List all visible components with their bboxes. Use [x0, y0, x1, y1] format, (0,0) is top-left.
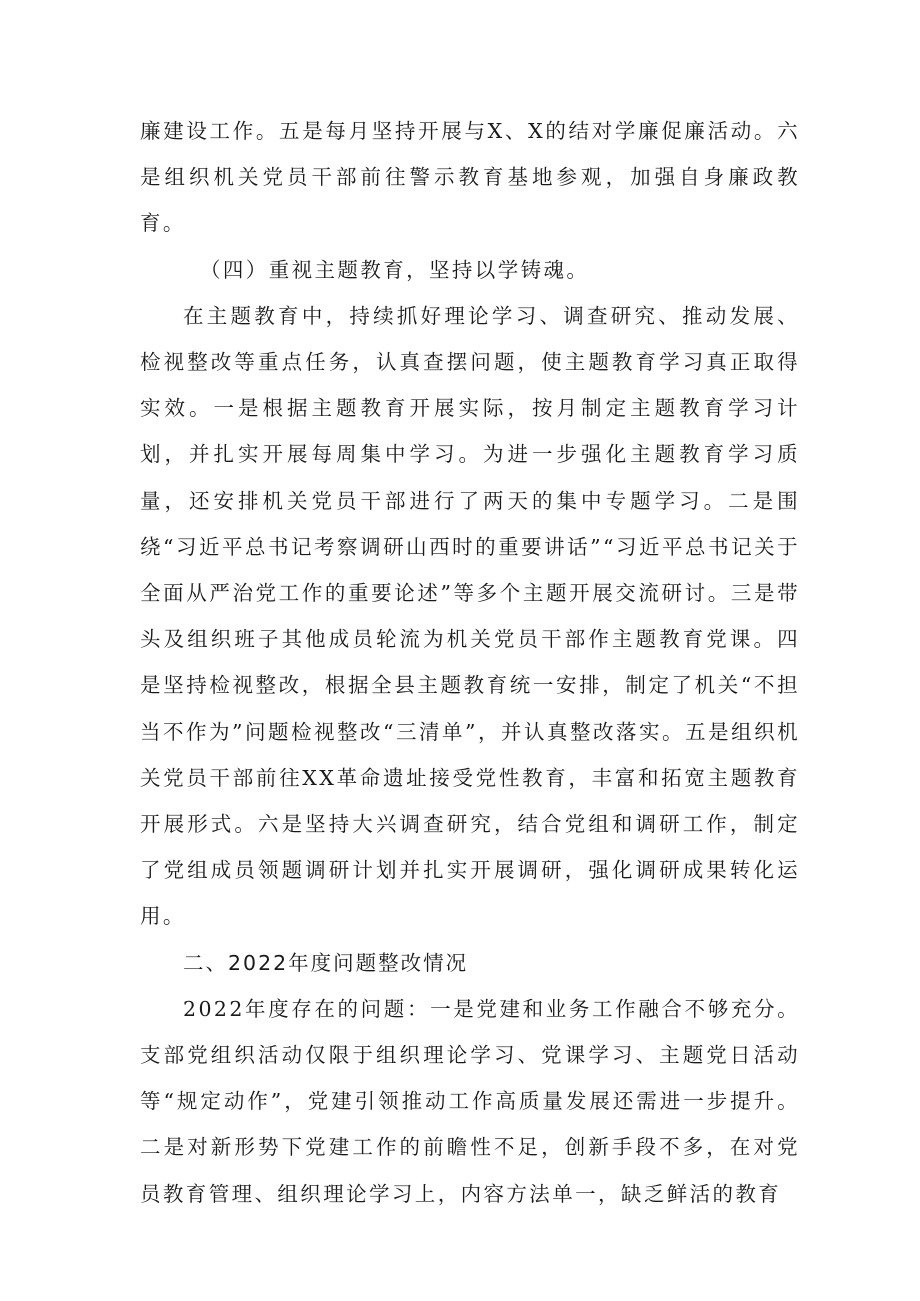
paragraph-2022-issues: 2022年度存在的问题：一是党建和业务工作融合不够充分。支部党组织活动仅限于组织理论学习、党课学习、主题党日活动等“规定动作”，党建引领推动工作高质量发展还需进一步提升。二是对新形势下党建工作的前瞻性不足，创新手段不多，在对党员教育管理、组织理论学习上，内容方法单一，缺乏鲜活的教育 [140, 996, 800, 1206]
section-subheading: （四）重视主题教育，坚持以学铸魂。 [200, 257, 590, 282]
paragraph-theme-education: 在主题教育中，持续抓好理论学习、调查研究、推动发展、检视整改等重点任务，认真查摆问题，使主题教育学习真正取得实效。一是根据主题教育开展实际，按月制定主题教育学习计划，并扎实开展每周集中学习。为进一步强化主题教育学习质量，还安排机关党员干部进行了两天的集中专题学习。二是围绕“习近平总书记考察调研山西时的重要讲话”“习近平总书记关于全面从严治党工作的重要论述”等多个主题开展交流研讨。三是带头及组织班子其他成员轮流为机关党员干部作主题教育党课。四是坚持检视整改，根据全县主题教育统一安排，制定了机关“不担当不作为”问题检视整改“三清单”，并认真整改落实。五是组织机关党员干部前往XX革命遗址接受党性教育，丰富和拓宽主题教育开展形式。六是坚持大兴调查研究，结合党组和调研工作，制定了党组成员领题调研计划并扎实开展调研，强化调研成果转化运用。 [140, 303, 800, 929]
document-body [140, 108, 800, 1217]
section-heading: 二、2022年度问题整改情况 [183, 950, 469, 975]
paragraph-continuation: 廉建设工作。五是每月坚持开展与X、X的结对学廉促廉活动。六是组织机关党员干部前往警示教育基地参观，加强自身廉政教育。 [140, 119, 800, 236]
